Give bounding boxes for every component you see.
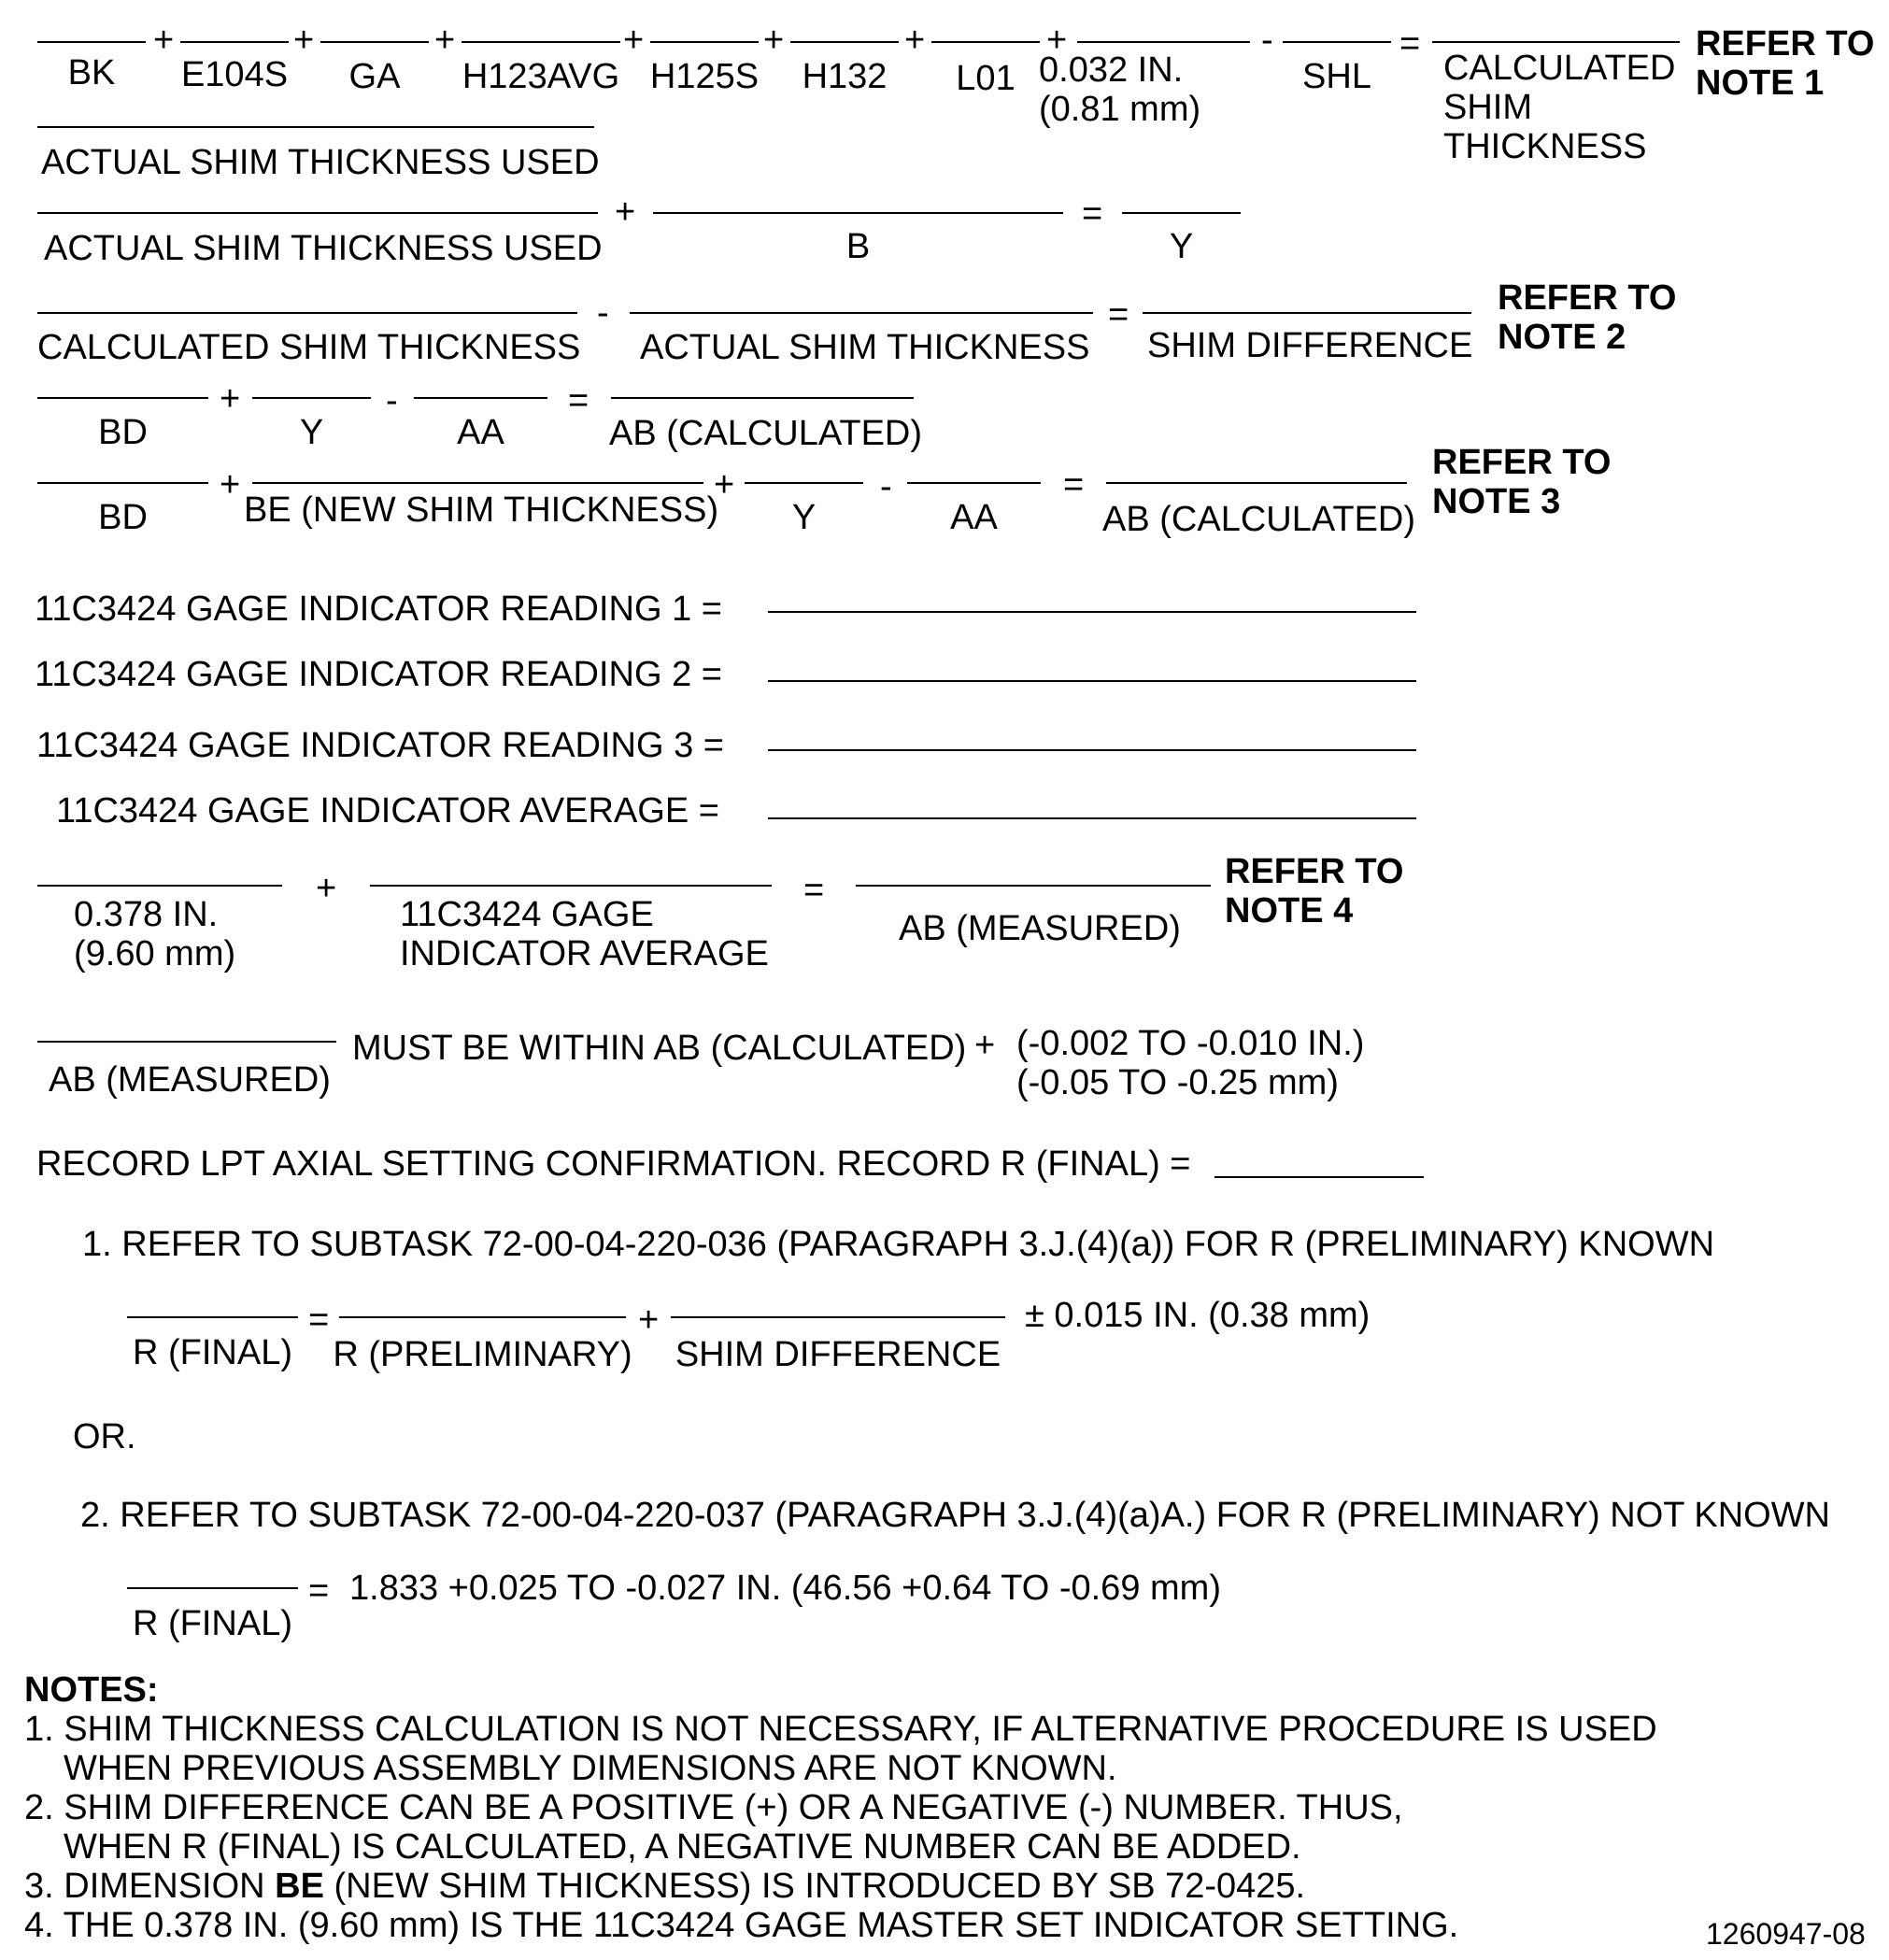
minus-operator: - <box>1261 21 1273 60</box>
blank-line-y <box>745 482 863 484</box>
term-bd: BD <box>98 413 148 452</box>
blank-line-bd <box>37 397 208 399</box>
blank-line-r-preliminary <box>339 1316 626 1318</box>
plus-operator: + <box>153 21 175 60</box>
note-2-line-1: 2. SHIM DIFFERENCE CAN BE A POSITIVE (+) OR A NEGATIVE (-) NUMBER. THUS, <box>24 1788 1403 1827</box>
plus-operator: + <box>293 21 315 60</box>
plus-operator: + <box>434 21 456 60</box>
ab-measured-label: AB (MEASURED) <box>49 1060 331 1100</box>
term-y: Y <box>791 498 817 537</box>
term-e104s: E104S <box>180 55 289 94</box>
gage-reading-1-label: 11C3424 GAGE INDICATOR READING 1 = <box>35 589 722 629</box>
plus-operator: + <box>638 1300 660 1340</box>
refer-note-1: REFER TO NOTE 1 <box>1696 24 1875 103</box>
blank-line-l01 <box>931 41 1040 43</box>
equals-operator: = <box>1082 194 1103 234</box>
note-3 <box>24 1867 1305 1906</box>
term-ga: GA <box>348 57 401 96</box>
actual-shim-thickness-label: ACTUAL SHIM THICKNESS <box>640 328 1090 367</box>
equals-operator: = <box>1108 295 1129 334</box>
equals-operator: = <box>308 1300 330 1340</box>
plus-operator: + <box>316 869 337 908</box>
equals-operator: = <box>1399 24 1421 64</box>
note-3-prefix: 3. DIMENSION <box>24 1867 276 1906</box>
r-final-specification: 1.833 +0.025 TO -0.027 IN. (46.56 +0.64 TO -0.69 mm) <box>349 1569 1221 1608</box>
gage-reading-2-label: 11C3424 GAGE INDICATOR READING 2 = <box>35 655 722 694</box>
blank-line-y <box>252 397 371 399</box>
note-4: 4. THE 0.378 IN. (9.60 mm) IS THE 11C3424 GAGE MASTER SET INDICATOR SETTING. <box>24 1906 1459 1945</box>
note-1-line-1: 1. SHIM THICKNESS CALCULATION IS NOT NECESSARY, IF ALTERNATIVE PROCEDURE IS USED <box>24 1710 1657 1749</box>
calculated-shim-thickness-label: CALCULATED SHIM THICKNESS <box>37 328 581 367</box>
blank-line-constant <box>1077 41 1250 43</box>
blank-line-ab-measured <box>856 885 1211 887</box>
blank-line-h123avg <box>462 41 620 43</box>
must-be-within-text: MUST BE WITHIN AB (CALCULATED) <box>352 1029 967 1068</box>
blank-line-aa <box>414 397 547 399</box>
blank-line-h125s <box>650 41 759 43</box>
figure-id: 1260947-08 <box>1706 1917 1866 1951</box>
term-aa: AA <box>457 413 504 452</box>
minus-operator: - <box>880 467 892 506</box>
blank-line-shim-difference <box>671 1316 1005 1318</box>
note-1-line-2: WHEN PREVIOUS ASSEMBLY DIMENSIONS ARE NOT KNOWN. <box>64 1749 1117 1788</box>
ab-calculated-label: AB (CALCULATED) <box>1102 500 1416 539</box>
gage-reading-3-blank <box>768 749 1416 751</box>
r-preliminary-label: R (PRELIMINARY) <box>333 1335 632 1374</box>
plus-operator: + <box>220 465 241 504</box>
blank-line-bk <box>37 41 146 43</box>
gage-indicator-average-label: 11C3424 GAGE INDICATOR AVERAGE <box>400 895 769 973</box>
shim-difference-label: SHIM DIFFERENCE <box>1147 326 1473 365</box>
blank-line-y <box>1122 212 1241 214</box>
blank-line-gage-average <box>370 885 772 887</box>
record-axial-setting-text: RECORD LPT AXIAL SETTING CONFIRMATION. RECORD R (FINAL) = <box>36 1144 1191 1184</box>
term-shl: SHL <box>1302 57 1371 96</box>
plus-operator: + <box>974 1026 996 1065</box>
blank-line-shl <box>1283 41 1391 43</box>
blank-line-actual-shim <box>630 312 1093 314</box>
equals-operator: = <box>803 871 825 910</box>
plus-operator: + <box>904 21 926 60</box>
gage-average-blank <box>768 817 1416 819</box>
plus-operator: + <box>615 192 636 232</box>
blank-line-ab-measured <box>37 1041 336 1043</box>
notes-heading: NOTES: <box>24 1670 159 1710</box>
equals-operator: = <box>568 381 589 420</box>
r-final-label: R (FINAL) <box>133 1333 292 1372</box>
plus-operator: + <box>623 21 645 60</box>
blank-line-r-final <box>127 1587 298 1589</box>
blank-line-be <box>252 482 703 484</box>
equals-operator: = <box>308 1571 330 1611</box>
shim-difference-label: SHIM DIFFERENCE <box>675 1335 1001 1374</box>
gage-reading-1-blank <box>768 611 1416 613</box>
step-2-text: 2. REFER TO SUBTASK 72-00-04-220-037 (PARAGRAPH 3.J.(4)(a)A.) FOR R (PRELIMINARY) NOT KNOWN <box>80 1496 1831 1535</box>
minus-operator: - <box>386 381 398 420</box>
blank-line-aa <box>907 482 1041 484</box>
tolerance-value: ± 0.015 IN. (0.38 mm) <box>1025 1296 1371 1335</box>
term-b: B <box>845 227 871 266</box>
term-l01: L01 <box>956 59 1016 98</box>
blank-line-ga <box>320 41 429 43</box>
blank-line-calculated-shim <box>37 312 577 314</box>
gage-reading-2-blank <box>768 680 1416 682</box>
blank-line-actual-shim-2 <box>37 212 598 214</box>
blank-line-bd <box>37 482 208 484</box>
note-3-be-emphasis: BE <box>275 1867 324 1906</box>
refer-note-4: REFER TO NOTE 4 <box>1225 852 1404 930</box>
blank-line-shim-difference <box>1143 312 1471 314</box>
plus-operator: + <box>763 21 785 60</box>
r-final-record-blank <box>1214 1176 1424 1178</box>
blank-line-ab-calculated <box>1106 482 1407 484</box>
minus-operator: - <box>597 293 609 333</box>
plus-operator: + <box>1046 21 1068 60</box>
refer-note-2: REFER TO NOTE 2 <box>1498 278 1677 357</box>
blank-line-e104s <box>180 41 289 43</box>
term-aa: AA <box>950 498 998 537</box>
actual-shim-thickness-used-label: ACTUAL SHIM THICKNESS USED <box>41 143 600 182</box>
term-bd: BD <box>98 498 148 537</box>
term-y: Y <box>299 413 324 452</box>
equals-operator: = <box>1063 465 1085 504</box>
or-text: OR. <box>73 1417 136 1456</box>
term-bk: BK <box>67 53 116 92</box>
refer-note-3: REFER TO NOTE 3 <box>1432 443 1612 521</box>
term-h132: H132 <box>802 57 888 96</box>
constant-value: 0.032 IN. (0.81 mm) <box>1039 50 1201 129</box>
blank-line-calculated-shim <box>1432 41 1680 43</box>
r-final-label: R (FINAL) <box>133 1604 292 1643</box>
gage-reading-3-label: 11C3424 GAGE INDICATOR READING 3 = <box>36 726 724 765</box>
note-3-suffix: (NEW SHIM THICKNESS) IS INTRODUCED BY SB 72-0425. <box>323 1867 1306 1906</box>
ab-measured-label: AB (MEASURED) <box>899 909 1181 948</box>
term-y: Y <box>1169 227 1194 266</box>
blank-line-actual-shim <box>37 126 594 128</box>
note-2-line-2: WHEN R (FINAL) IS CALCULATED, A NEGATIVE NUMBER CAN BE ADDED. <box>64 1827 1301 1867</box>
blank-line-constant <box>37 885 282 887</box>
gage-master-constant: 0.378 IN. (9.60 mm) <box>74 895 236 973</box>
term-h125s: H125S <box>649 57 760 96</box>
be-new-shim-thickness-label: BE (NEW SHIM THICKNESS) <box>244 490 719 530</box>
blank-line-r-final <box>127 1316 298 1318</box>
step-1-text: 1. REFER TO SUBTASK 72-00-04-220-036 (PARAGRAPH 3.J.(4)(a)) FOR R (PRELIMINARY) KNOWN <box>82 1225 1715 1264</box>
calculated-shim-thickness-label: CALCULATED SHIM THICKNESS <box>1443 49 1676 166</box>
blank-line-h132 <box>790 41 899 43</box>
plus-operator: + <box>220 379 241 419</box>
term-h123avg: H123AVG <box>462 57 620 96</box>
blank-line-b <box>653 212 1063 214</box>
blank-line-ab-calculated <box>611 397 914 399</box>
plus-operator: + <box>714 465 735 504</box>
tolerance-range: (-0.002 TO -0.010 IN.) (-0.05 TO -0.25 mm) <box>1016 1024 1365 1102</box>
actual-shim-thickness-used-label: ACTUAL SHIM THICKNESS USED <box>44 229 603 268</box>
ab-calculated-label: AB (CALCULATED) <box>609 414 923 453</box>
gage-average-label: 11C3424 GAGE INDICATOR AVERAGE = <box>56 791 719 831</box>
